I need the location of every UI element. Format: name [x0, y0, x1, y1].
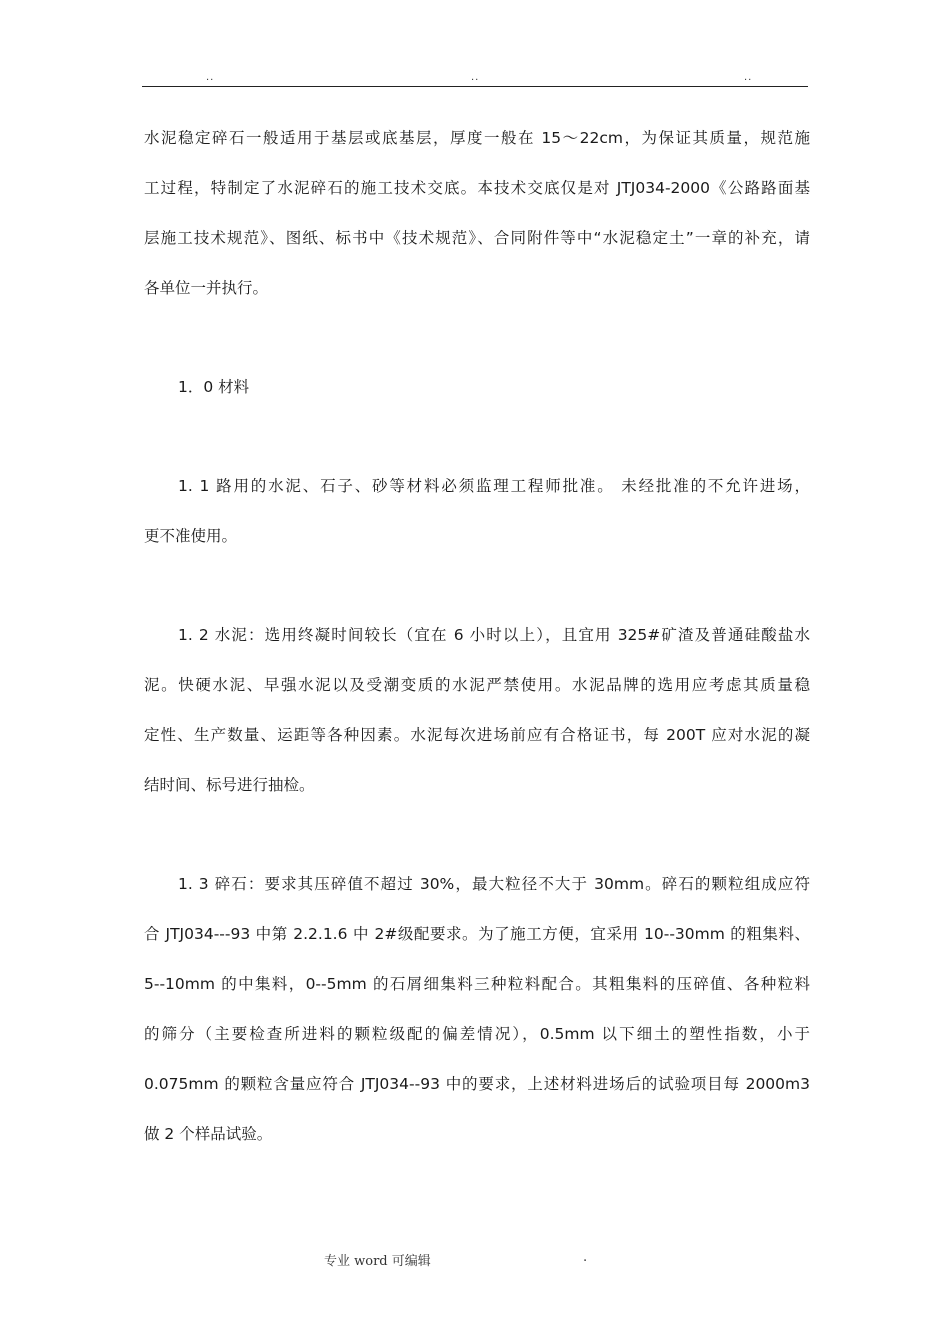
- header-mark-center: ..: [471, 72, 480, 83]
- paragraph-line: 1. 2 水泥：选用终凝时间较长（宜在 6 小时以上），且宜用 325#矿渣及普通硅酸盐水: [178, 626, 810, 644]
- header-rule: [142, 86, 808, 87]
- paragraph-line: 泥。快硬水泥、早强水泥以及受潮变质的水泥严禁使用。水泥品牌的选用应考虑其质量稳: [144, 676, 810, 694]
- paragraph-line: 做 2 个样品试验。: [144, 1125, 273, 1143]
- paragraph-line: 工过程，特制定了水泥碎石的施工技术交底。本技术交底仅是对 JTJ034-2000《公路路面基: [144, 179, 810, 197]
- header-mark-right: ..: [744, 72, 753, 83]
- paragraph-1-2: [144, 625, 810, 825]
- paragraph-line: 0.075mm 的颗粒含量应符合 JTJ034--93 中的要求，上述材料进场后的试验项目每 2000m3: [144, 1075, 810, 1093]
- paragraph-intro: [144, 128, 810, 328]
- paragraph-line: 1. 3 碎石：要求其压碎值不超过 30%，最大粒径不大于 30mm。碎石的颗粒组成应符: [178, 875, 810, 893]
- paragraph-line: 1. 1 路用的水泥、石子、砂等材料必须监理工程师批准。 未经批准的不允许进场，: [178, 477, 810, 495]
- paragraph-line: 更不准使用。: [144, 527, 238, 545]
- header-mark-left: ..: [206, 72, 215, 83]
- paragraph-line: 层施工技术规范》、图纸、标书中《技术规范》、合同附件等中“水泥稳定土”一章的补充，请: [144, 229, 810, 247]
- paragraph-1-3: [144, 874, 810, 1174]
- paragraph-line: 结时间、标号进行抽检。: [144, 776, 315, 794]
- paragraph-line: 合 JTJ034---93 中第 2.2.1.6 中 2#级配要求。为了施工方便，宜采用 10--30mm 的粗集料、: [144, 925, 810, 943]
- paragraph-line: 的筛分（主要检查所进料的颗粒级配的偏差情况），0.5mm 以下细土的塑性指数，小于: [144, 1025, 810, 1043]
- paragraph-1-1: [144, 476, 810, 576]
- paragraph-line: 水泥稳定碎石一般适用于基层或底基层，厚度一般在 15～22cm，为保证其质量，规范施: [144, 129, 810, 147]
- paragraph-line: 定性、生产数量、运距等各种因素。水泥每次进场前应有合格证书，每 200T 应对水泥的凝: [144, 726, 810, 744]
- footer-right-mark: .: [583, 1250, 588, 1265]
- paragraph-line: 5--10mm 的中集料，0--5mm 的石屑细集料三种粒料配合。其粗集料的压碎值、各种粒料: [144, 975, 810, 993]
- paragraph-line: 各单位一并执行。: [144, 279, 269, 297]
- footer-left-text: 专业 word 可编辑: [324, 1254, 431, 1269]
- section-heading: 1．0 材料: [178, 378, 250, 396]
- section-heading-1-0: [144, 377, 810, 427]
